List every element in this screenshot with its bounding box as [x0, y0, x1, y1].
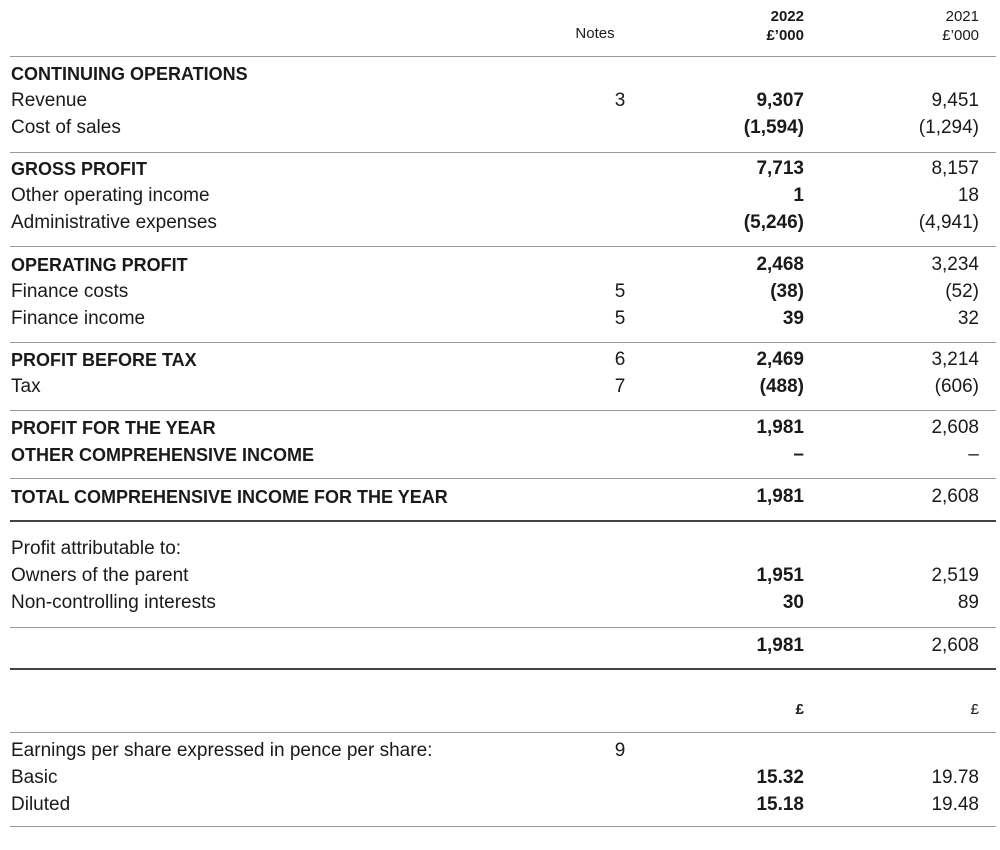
value-2021: 89: [957, 592, 979, 613]
value-2021: (606): [934, 376, 979, 397]
value-2022: (488): [759, 376, 804, 397]
value-2021: (4,941): [918, 212, 979, 233]
table-row: [0, 738, 1000, 764]
row-note: 6: [614, 349, 626, 370]
row-note: 9: [614, 740, 626, 761]
value-2022: 1,951: [756, 565, 804, 586]
total-divider: [10, 520, 996, 522]
divider: [10, 732, 996, 733]
row-label: Finance costs: [11, 281, 129, 302]
value-2022: 1,981: [756, 417, 804, 438]
table-row: [0, 590, 1000, 616]
row-label: Profit attributable to:: [11, 538, 182, 559]
value-2021: 18: [957, 185, 979, 206]
divider: [10, 478, 996, 479]
notes-column-header: Notes: [575, 25, 615, 42]
row-label: OPERATING PROFIT: [11, 255, 188, 275]
table-row: [0, 347, 1000, 373]
table-row: [0, 183, 1000, 209]
table-row: [0, 765, 1000, 791]
value-2022: 2,469: [756, 349, 804, 370]
year-2021-label: 2021: [945, 8, 979, 25]
row-label: Tax: [11, 376, 41, 397]
value-2021: 2,608: [931, 417, 979, 438]
value-2022: 7,713: [756, 158, 804, 179]
row-note: 3: [614, 90, 626, 111]
row-label: GROSS PROFIT: [11, 159, 148, 179]
table-row: [0, 306, 1000, 332]
table-row: [0, 88, 1000, 114]
value-2022: 9,307: [756, 90, 804, 111]
divider: [10, 410, 996, 411]
total-divider: [10, 668, 996, 670]
value-2021: (52): [945, 281, 979, 302]
table-row: [0, 156, 1000, 182]
row-note: 5: [614, 281, 626, 302]
row-label: Non-controlling interests: [11, 592, 216, 613]
table-row: [0, 252, 1000, 278]
value-2021: 2,608: [931, 635, 979, 656]
eps-currency-2022: £: [795, 701, 804, 718]
table-row: [0, 115, 1000, 141]
value-2022: –: [793, 444, 804, 465]
row-label: Revenue: [11, 90, 88, 111]
value-2021: (1,294): [918, 117, 979, 138]
table-row: [0, 536, 1000, 562]
row-label: PROFIT FOR THE YEAR: [11, 418, 216, 438]
row-label: OTHER COMPREHENSIVE INCOME: [11, 445, 315, 465]
table-row: [0, 563, 1000, 589]
value-2022: 2,468: [756, 254, 804, 275]
divider: [10, 342, 996, 343]
value-2022: 1: [793, 185, 804, 206]
value-2022: 15.32: [756, 767, 804, 788]
value-2021: 19.48: [931, 794, 979, 815]
value-2021: 2,519: [931, 565, 979, 586]
value-2021: 9,451: [931, 90, 979, 111]
row-label: Owners of the parent: [11, 565, 189, 586]
value-2022: (38): [770, 281, 804, 302]
value-2022: (5,246): [743, 212, 804, 233]
unit-2022-label: £’000: [766, 27, 804, 44]
row-label: Diluted: [11, 794, 71, 815]
row-label: CONTINUING OPERATIONS: [11, 64, 248, 84]
row-label: Earnings per share expressed in pence per share:: [11, 740, 433, 761]
table-row: [0, 415, 1000, 441]
table-row: [0, 279, 1000, 305]
table-row: [0, 792, 1000, 818]
year-2022-column-header: [700, 7, 804, 45]
year-2022-label: 2022: [770, 8, 804, 25]
value-2022: 30: [782, 592, 804, 613]
row-note: 7: [614, 376, 626, 397]
value-2021: 2,608: [931, 486, 979, 507]
value-2021: 3,214: [931, 349, 979, 370]
table-row: [0, 210, 1000, 236]
value-2021: 8,157: [931, 158, 979, 179]
value-2022: (1,594): [743, 117, 804, 138]
value-2021: 32: [957, 308, 979, 329]
value-2021: –: [968, 444, 979, 465]
row-label: Administrative expenses: [11, 212, 217, 233]
value-2022: 1,981: [756, 486, 804, 507]
value-2022: 1,981: [756, 635, 804, 656]
row-label: Finance income: [11, 308, 146, 329]
table-row: [0, 484, 1000, 510]
bottom-divider: [10, 826, 996, 827]
row-label: PROFIT BEFORE TAX: [11, 350, 197, 370]
eps-currency-2021: £: [970, 701, 979, 718]
table-row: [0, 633, 1000, 659]
unit-2021-label: £’000: [942, 27, 979, 44]
row-label: Basic: [11, 767, 58, 788]
row-note: 5: [614, 308, 626, 329]
value-2022: 39: [782, 308, 804, 329]
row-label: TOTAL COMPREHENSIVE INCOME FOR THE YEAR: [11, 487, 448, 507]
divider: [10, 246, 996, 247]
value-2022: 15.18: [756, 794, 804, 815]
year-2021-column-header: [880, 7, 979, 45]
row-label: Other operating income: [11, 185, 210, 206]
divider: [10, 627, 996, 628]
table-row: [0, 61, 1000, 87]
value-2021: 3,234: [931, 254, 979, 275]
value-2021: 19.78: [931, 767, 979, 788]
table-row: [0, 442, 1000, 468]
divider: [10, 152, 996, 153]
header-divider: [10, 56, 996, 57]
row-label: Cost of sales: [11, 117, 121, 138]
table-row: [0, 374, 1000, 400]
